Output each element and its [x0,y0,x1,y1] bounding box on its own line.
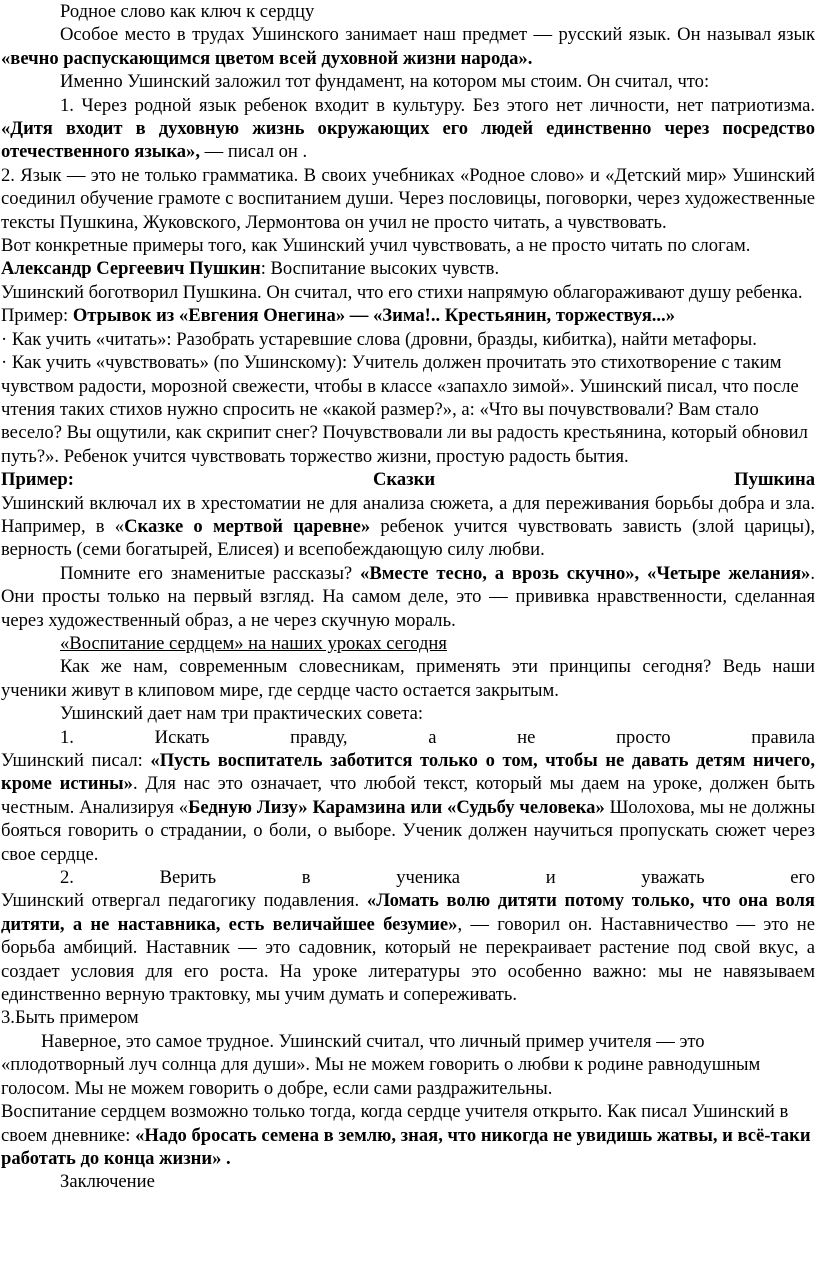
quote-bold: «Ломать волю дитяти потому только, что она воля дитяти, а не наставника, есть величайшее безумие» [1,890,815,935]
text-run: . Для нас это означает, что любой текст, который мы даем на уроке, должен быть честным. Анализируя « [1,773,815,818]
tip-1-heading: 1. Искать правду, а не просто правила [60,726,815,748]
paragraph-three-tips: Ушинский дает нам три практических совета: [60,703,424,725]
tip-2-heading: 2. Верить в ученика и уважать его [60,867,815,889]
section-heading-heart-education [1,632,815,655]
bullet-how-to-feel: · Как учить «чувствовать» (по Ушинскому): Учитель должен прочитать это стихотворение с таким чувством радости, морозной свежести, чтобы в классе «запахло зимой». Ушинский писал, что после чтения таких стихов нужно спросить не «какой размер?», а: «Что вы почувствовали? Вам стало весело? Вы ощутили, как скрипит снег? Почувствовали ли вы радость крестьянина, который обновил путь?». Ребенок учится чувствовать торжество жизни, простую радость бытия. [1,352,808,467]
underlined-heading: «Воспитание сердцем» на наших уроках сегодня [60,632,447,654]
paragraph-example-onegin [1,304,815,327]
works-bold: Бедную Лизу» Карамзина или «Судьбу человека» [188,796,605,818]
paragraph-heart-open [1,1100,815,1170]
paragraph-pushkin-heading [1,257,815,280]
tale-title-bold: Сказке о мертвой царевне» [124,515,371,537]
text-run: Ушинский писал: [1,750,151,771]
quote-bold: «Дитя входит в духовную жизнь окружающих его людей единственно через посредство отечественного языка», [1,118,815,163]
paragraph-fairy-tales [1,492,815,562]
quote-bold: «Надо бросать семена в землю, зная, что никогда не увидишь жатвы, и всё-таки работать до конца жизни» . [1,1124,811,1169]
paragraph-example-fairy-tales [1,468,815,491]
quote-bold: «вечно распускающимся цветом всей духовной жизни народа». [1,47,533,69]
paragraph-tip-2 [1,889,815,1006]
text-run: . Они просты только на первый взгляд. На самом деле, это — прививка нравственности, сделанная через художественный образ, а не через скучную мораль. [1,562,816,631]
text-run: Воспитание сердцем возможно только тогда, когда сердце учителя открыто. Как писал Ушинский в своем дневнике: [1,1101,789,1146]
document-title: Родное слово как ключ к сердцу [60,1,315,22]
bullet-how-to-read: · Как учить «читать»: Разобрать устаревшие слова (дровни, бразды, кибитка), найти метафоры. [1,328,757,350]
text-run: Шолохова, мы не должны бояться говорить о страдании, о боли, о выборе. Ученик должен научиться пропускать сюжет через свое сердце. [1,796,815,865]
paragraph-tip-3: Наверное, это самое трудное. Ушинский считал, что личный пример учителя — это «плодотворный луч солнца для души». Мы не можем говорить о любви к родине равнодушным голосом. Мы не можем говорить о добре, если сами раздражительны. [1,1030,761,1099]
quote-bold: «Пусть воспитатель заботится только о том, чтобы не давать детям ничего, кроме истины» [1,750,815,795]
text-run: : Воспитание высоких чувств. [260,258,500,280]
paragraph-pushkin-worship: Ушинский боготворил Пушкина. Он считал, что его стихи напрямую облагораживают душу ребенка. [1,281,803,303]
paragraph-foundation: Именно Ушинский заложил тот фундамент, на котором мы стоим. Он считал, что: [60,71,710,93]
text-run: 1. Через родной язык ребенок входит в культуру. Без этого нет личности, нет патриотизма. [60,94,815,116]
paragraph-point-1 [1,94,815,164]
paragraph-modern-teachers: Как же нам, современным словесникам, применять эти принципы сегодня? Ведь наши ученики живут в клиповом мире, где сердце часто остается закрытым. [1,656,815,701]
text-run: Особое место в трудах Ушинского занимает наш предмет — русский язык. Он называл язык [60,24,815,46]
text-run: — писал он . [200,141,308,163]
pushkin-name-bold: Александр Сергеевич Пушкин [1,258,261,280]
text-run: Ушинский отвергал педагогику подавления. [1,890,367,912]
paragraph-stories [1,562,815,632]
stories-titles-bold: «Вместе тесно, а врозь скучно», «Четыре желания» [360,562,811,584]
paragraph-point-2: 2. Язык — это не только грамматика. В своих учебниках «Родное слово» и «Детский мир» Ушинский соединил обучение грамоте с воспитанием души. Через пословицы, поговорки, через художественные тексты Пушкина, Жуковского, Лермонтова он учил не просто читать, а чувствовать. [1,164,815,233]
text-run: Помните его знаменитые рассказы? [60,562,361,584]
paragraph-tip-1 [1,749,815,866]
text-run: Ушинский включал их в хрестоматии не для анализа сюжета, а для переживания борьбы добра и зла. Например, в « [1,492,815,537]
text-run: Пример: [1,305,73,327]
example-title-bold: Отрывок из «Евгения Онегина» — «Зима!.. Крестьянин, торжествуя...» [72,305,675,327]
paragraph-language-importance [1,23,815,70]
paragraph-examples-intro: Вот конкретные примеры того, как Ушинский учил чувствовать, а не просто читать по слогам. [1,235,751,257]
text-run: , — говорил он. Наставничество — это не борьба амбиций. Наставник — это садовник, который не перекраивает растение под свой вкус, а создает условия для его роста. На уроке литературы это особенно важно: мы не навязываем единственно верную трактовку, мы учим думать и сопереживать. [1,913,815,1006]
conclusion-heading: Заключение [60,1171,155,1193]
text-run: ребенок учится чувствовать зависть (злой царицы), верность (семи богатырей, Елисея) и всепобеждающую силу любви. [1,515,815,561]
tip-3-heading: 3.Быть примером [1,1007,139,1029]
example-heading-bold: Пример: Сказки Пушкина [1,469,815,491]
